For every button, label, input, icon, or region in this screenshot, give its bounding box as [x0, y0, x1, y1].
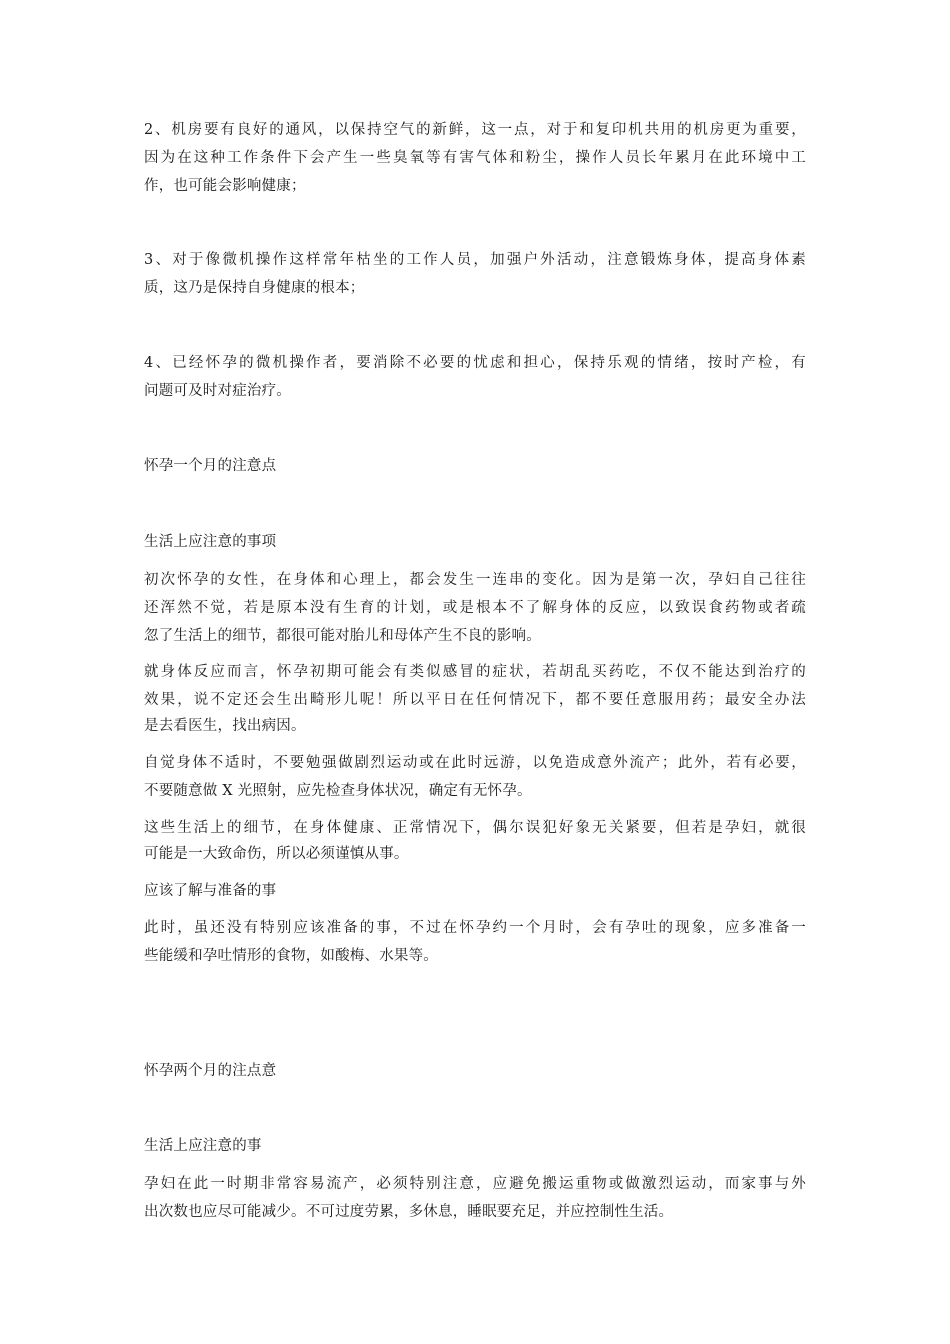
paragraph-line: 可能是一大致命伤，所以必须谨慎从事。	[144, 846, 409, 862]
paragraph-line: 就身体反应而言，怀孕初期可能会有类似感冒的症状，若胡乱买药吃，不仅不能达到治疗的	[144, 664, 806, 680]
paragraph-line: 问题可及时对症治疗。	[144, 383, 291, 399]
paragraph-line: 是去看医生，找出病因。	[144, 718, 306, 734]
paragraph-line: 孕妇在此一时期非常容易流产，必须特别注意，应避免搬运重物或做激烈运动，而家事与外	[144, 1176, 806, 1192]
paragraph-line: 效果，说不定还会生出畸形儿呢！所以平日在任何情况下，都不要任意服用药；最安全办法	[144, 692, 806, 708]
paragraph-line: 这些生活上的细节，在身体健康、正常情况下，偶尔误犯好象无关紧要，但若是孕妇，就很	[144, 820, 806, 836]
paragraph-line: 还浑然不觉，若是原本没有生育的计划，或是根本不了解身体的反应，以致误食药物或者疏	[144, 600, 806, 616]
section-heading: 怀孕一个月的注意点	[144, 458, 277, 474]
paragraph-line: 出次数也应尽可能减少。不可过度劳累，多休息，睡眠要充足，并应控制性生活。	[144, 1204, 674, 1220]
paragraph-line: 此时，虽还没有特别应该准备的事，不过在怀孕约一个月时，会有孕吐的现象，应多准备一	[144, 920, 806, 936]
paragraph-line: 4、已经怀孕的微机操作者，要消除不必要的忧虑和担心，保持乐观的情绪，按时产检，有	[144, 355, 806, 371]
subsection-heading: 生活上应注意的事	[144, 1138, 262, 1154]
paragraph-line: 2、机房要有良好的通风，以保持空气的新鲜，这一点，对于和复印机共用的机房更为重要，	[144, 122, 806, 138]
section-heading: 怀孕两个月的注点意	[144, 1063, 277, 1079]
paragraph-line: 不要随意做 X 光照射，应先检查身体状况，确定有无怀孕。	[144, 783, 532, 799]
paragraph-line: 作，也可能会影响健康；	[144, 178, 306, 194]
subsection-heading: 生活上应注意的事项	[144, 534, 277, 550]
paragraph-line: 因为在这种工作条件下会产生一些臭氧等有害气体和粉尘，操作人员长年累月在此环境中工	[144, 150, 806, 166]
paragraph-line: 3、对于像微机操作这样常年枯坐的工作人员，加强户外活动，注意锻炼身体，提高身体素	[144, 252, 806, 268]
paragraph-line: 质，这乃是保持自身健康的根本；	[144, 280, 365, 296]
subsection-heading: 应该了解与准备的事	[144, 883, 277, 899]
paragraph-line: 忽了生活上的细节，都很可能对胎儿和母体产生不良的影响。	[144, 628, 541, 644]
paragraph-line: 些能缓和孕吐情形的食物，如酸梅、水果等。	[144, 948, 438, 964]
paragraph-line: 初次怀孕的女性，在身体和心理上，都会发生一连串的变化。因为是第一次，孕妇自己往往	[144, 572, 806, 588]
paragraph-line: 自觉身体不适时，不要勉强做剧烈运动或在此时远游，以免造成意外流产；此外，若有必要，	[144, 755, 806, 771]
